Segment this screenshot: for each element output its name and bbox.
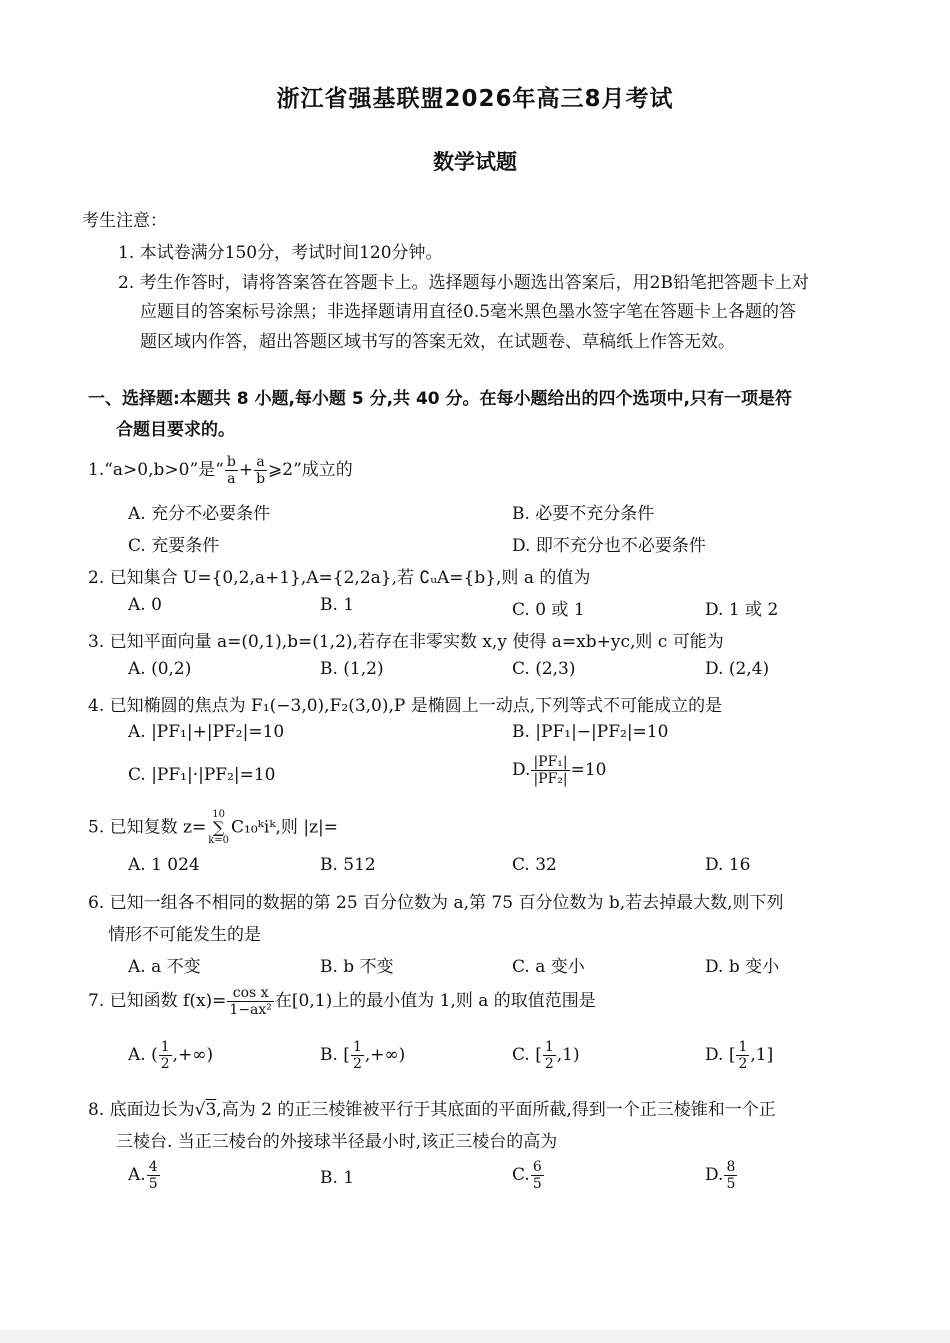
notice-item-2-line-1: 2. 考生作答时，请将答案答在答题卡上。选择题每小题选出答案后，用2B铅笔把答题卡上对 [118,273,809,293]
q3-option-c[interactable]: C. (2,3) [512,659,576,679]
q4-d-fraction [531,755,569,786]
q8-a-num: 4 [148,1159,158,1175]
section-heading-line-1: 一、选择题:本题共 8 小题,每小题 5 分,共 40 分。在每小题给出的四个选项中,只有一项是符 [88,389,792,409]
q4-option-b[interactable]: B. |PF₁|−|PF₂|=10 [512,722,669,742]
q5-stem-end: ,则 |z|= [275,817,338,838]
q7-option-d[interactable] [705,1040,773,1071]
q6-option-c[interactable]: C. a 变小 [512,957,585,977]
q7-c-suffix: ,1) [556,1045,580,1065]
q1-option-c[interactable]: C. 充要条件 [128,536,220,556]
q6-option-a[interactable]: A. a 不变 [128,957,201,977]
question-6-line-2: 情形不可能发生的是 [108,925,261,945]
q1-frac2-num: a [254,455,267,471]
q5-term: C₁₀ᵏiᵏ [231,817,276,838]
notice-item-2-line-2: 应题目的答案标号涂黑；非选择题请用直径0.5毫米黑色墨水签字笔在答题卡上各题的答 [140,302,797,322]
q7-c-half [543,1040,556,1071]
question-2: 2. 已知集合 U={0,2,a+1},A={2,2a},若 ∁ᵤA={b},则 a 的值为 [88,568,591,588]
q6-option-d[interactable]: D. b 变小 [705,957,780,977]
q4-d-den: |PF₂| [533,771,568,787]
q7-b-half-den: 2 [352,1056,362,1072]
notice-heading: 考生注意： [82,211,167,231]
q7-d-half-num: 1 [738,1039,748,1055]
q7-option-b[interactable] [320,1040,405,1071]
q8-d-fraction [724,1160,737,1191]
q7-a-suffix: ,+∞) [172,1045,214,1065]
q1-stem-end: ⩾2”成立的 [268,460,353,480]
q2-option-a[interactable]: A. 0 [128,595,162,615]
q7-stem-start: 7. 已知函数 f(x)= [88,991,227,1011]
q8-d-num: 8 [726,1159,736,1175]
q8-option-d[interactable] [705,1160,738,1191]
q8-a-den: 5 [148,1176,158,1192]
q4-option-a[interactable]: A. |PF₁|+|PF₂|=10 [128,722,285,742]
question-7 [88,986,596,1017]
q8-d-label: D. [705,1165,724,1185]
q4-d-label: D. [512,760,531,780]
q2-option-c[interactable]: C. 0 或 1 [512,600,585,620]
q7-a-half [159,1040,172,1071]
q4-option-c[interactable]: C. |PF₁|·|PF₂|=10 [128,765,276,785]
notice-item-1: 1. 本试卷满分150分，考试时间120分钟。 [118,243,443,263]
q7-option-c[interactable] [512,1040,580,1071]
q2-option-b[interactable]: B. 1 [320,595,355,615]
q5-summation [208,810,229,846]
question-8-line-2: 三棱台. 当正三棱台的外接球半径最小时,该正三棱台的高为 [116,1132,558,1152]
q7-c-half-num: 1 [544,1039,554,1055]
q7-b-half [351,1040,364,1071]
q7-stem-end: 在[0,1)上的最小值为 1,则 a 的取值范围是 [274,991,596,1011]
q7-d-prefix: D. [ [705,1045,736,1065]
q5-sum-upper: 10 [212,809,225,820]
q4-option-d[interactable] [512,755,607,786]
q7-d-suffix: ,1] [750,1045,774,1065]
q7-a-half-den: 2 [160,1056,170,1072]
q3-option-d[interactable]: D. (2,4) [705,659,770,679]
q8-a-label: A. [128,1165,146,1185]
q8-option-b[interactable]: B. 1 [320,1168,355,1188]
q7-option-a[interactable] [128,1040,213,1071]
q1-frac1-den: a [227,471,236,487]
q5-option-b[interactable]: B. 512 [320,855,376,875]
q1-frac1-num: b [226,454,236,470]
q4-d-num: |PF₁| [533,754,568,770]
q1-stem-start: 1.“a>0,b>0”是“ [88,460,224,480]
q8-c-den: 5 [532,1176,542,1192]
q8-c-num: 6 [532,1159,542,1175]
q8-radicand: 3 [205,1100,217,1120]
q7-d-half [736,1040,749,1071]
q8-stem-start: 8. 底面边长为√ [88,1100,206,1120]
notice-item-2-line-3: 题区域内作答，超出答题区域书写的答案无效，在试题卷、草稿纸上作答无效。 [140,332,735,352]
question-4: 4. 已知椭圆的焦点为 F₁(−3,0),F₂(3,0),P 是椭圆上一动点,下列等式不可能成立的是 [88,696,723,716]
q1-fraction-a-over-b [254,455,267,486]
q7-a-prefix: A. ( [128,1045,158,1065]
q4-d-suffix: =10 [570,760,607,780]
exam-title: 浙江省强基联盟2026年高三8月考试 [276,86,674,112]
bottom-scroll-bar [0,1330,950,1343]
q7-b-prefix: B. [ [320,1045,350,1065]
q8-stem-rest: ,高为 2 的正三棱锥被平行于其底面的平面所截,得到一个正三棱锥和一个正 [216,1100,776,1120]
q5-sum-lower: k=0 [208,835,230,846]
q7-frac-den: 1−ax² [229,1002,272,1018]
q1-frac2-den: b [256,471,266,487]
q5-option-c[interactable]: C. 32 [512,855,557,875]
section-heading-line-2: 合题目要求的。 [116,420,235,440]
q5-option-d[interactable]: D. 16 [705,855,751,875]
q8-option-c[interactable] [512,1160,545,1191]
q1-fraction-b-over-a [225,455,238,486]
q5-option-a[interactable]: A. 1 024 [128,855,200,875]
q5-stem-start: 5. 已知复数 z= [88,817,207,838]
subject-title: 数学试题 [433,150,517,174]
q8-c-label: C. [512,1165,530,1185]
q7-b-half-num: 1 [352,1039,362,1055]
q7-a-half-num: 1 [160,1039,170,1055]
q1-option-d[interactable]: D. 即不充分也不必要条件 [512,536,706,556]
q5-sum-symbol: ∑ [212,818,225,837]
q7-d-half-den: 2 [738,1056,748,1072]
question-6-line-1: 6. 已知一组各不相同的数据的第 25 百分位数为 a,第 75 百分位数为 b,若去掉最大数,则下列 [88,893,784,913]
q8-option-a[interactable] [128,1160,161,1191]
q8-a-fraction [147,1160,160,1191]
question-5 [88,810,338,846]
question-3: 3. 已知平面向量 a=(0,1),b=(1,2),若存在非零实数 x,y 使得 a=xb+yc,则 c 可能为 [88,632,724,652]
q8-c-fraction [531,1160,544,1191]
q7-c-prefix: C. [ [512,1045,542,1065]
question-1 [88,455,353,486]
q1-option-a[interactable]: A. 充分不必要条件 [128,504,271,524]
question-8-line-1 [88,1095,776,1120]
q3-option-a[interactable]: A. (0,2) [128,659,192,679]
q8-d-den: 5 [726,1176,736,1192]
q7-b-suffix: ,+∞) [364,1045,406,1065]
q1-option-b[interactable]: B. 必要不充分条件 [512,504,655,524]
q3-option-b[interactable]: B. (1,2) [320,659,384,679]
q7-function-fraction [227,986,274,1017]
q7-frac-num: cos x [227,986,274,1002]
q2-option-d[interactable]: D. 1 或 2 [705,600,779,620]
q7-c-half-den: 2 [544,1056,554,1072]
q6-option-b[interactable]: B. b 不变 [320,957,394,977]
q1-plus: + [238,460,254,480]
